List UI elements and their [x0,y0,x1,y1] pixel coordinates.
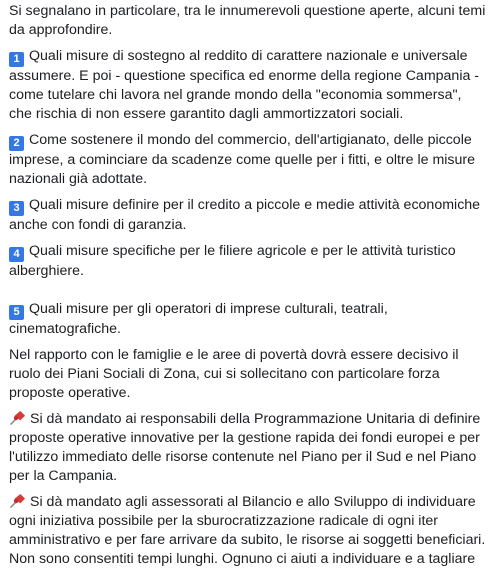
keycap-3-icon: 3 [9,201,24,216]
keycap-2-icon: 2 [9,136,24,151]
mandate-paragraph-1 [9,410,487,486]
list-item-text: Quali misure specifiche per le filiere agricole e per le attività turistico alberghiere. [9,243,456,279]
pushpin-icon [9,410,26,425]
list-item-text: Quali misure di sostegno al reddito di carattere nazionale e universale assumere. E poi - questione specifica ed enorme della regione Campania - come tutelare chi lavora nel grande mondo della "economia sommersa", che rischia di non essere garantito dagli ammortizzatori sociali. [9,48,480,122]
mandate-text: Si dà mandato agli assessorati al Bilancio e allo Sviluppo di individuare ogni iniziativa possibile per la sburocratizzazione radicale di ogni iter amministrativo e per fare arrivare da subito, le risorse ai soggetti beneficiari. Non sono consentiti tempi lunghi. Ognuno ci aiuti a individuare e a tagliare [9,494,486,567]
families-paragraph: Nel rapporto con le famiglie e le aree di povertà dovrà essere decisivo il ruolo dei Piani Sociali di Zona, cui si sollecitano con particolare forza proposte operative. [9,347,459,401]
paragraph-spacer [9,288,487,300]
mandate-paragraph-2 [9,493,487,569]
list-item-1 [9,47,487,124]
list-item-text: Quali misure per gli operatori di imprese culturali, teatrali, cinematografiche. [9,301,388,337]
list-item-5 [9,300,487,339]
mandate-text: Si dà mandato ai responsabili della Programmazione Unitaria di definire proposte operative innovative per la gestione rapida dei fondi europei e per l'utilizzo immediato delle risorse contenute nel Piano per il Sud e nel Piano per la Campania. [9,411,481,484]
intro-paragraph: Si segnalano in particolare, tra le innumerevoli questione aperte, alcuni temi da approfondire. [9,3,486,38]
keycap-1-icon: 1 [9,52,24,67]
list-item-3 [9,196,487,235]
list-item-text: Quali misure definire per il credito a piccole e medie attività economiche anche con fondi di garanzia. [9,197,481,233]
list-item-text: Come sostenere il mondo del commercio, dell'artigianato, delle piccole imprese, a cominciare da scadenze come quelle per i fitti, e oltre le misure nazionali già adottate. [9,132,476,187]
keycap-4-icon: 4 [9,247,24,262]
list-item-2 [9,131,487,189]
keycap-5-icon: 5 [9,305,24,320]
list-item-4 [9,242,487,281]
pushpin-icon [9,493,26,508]
